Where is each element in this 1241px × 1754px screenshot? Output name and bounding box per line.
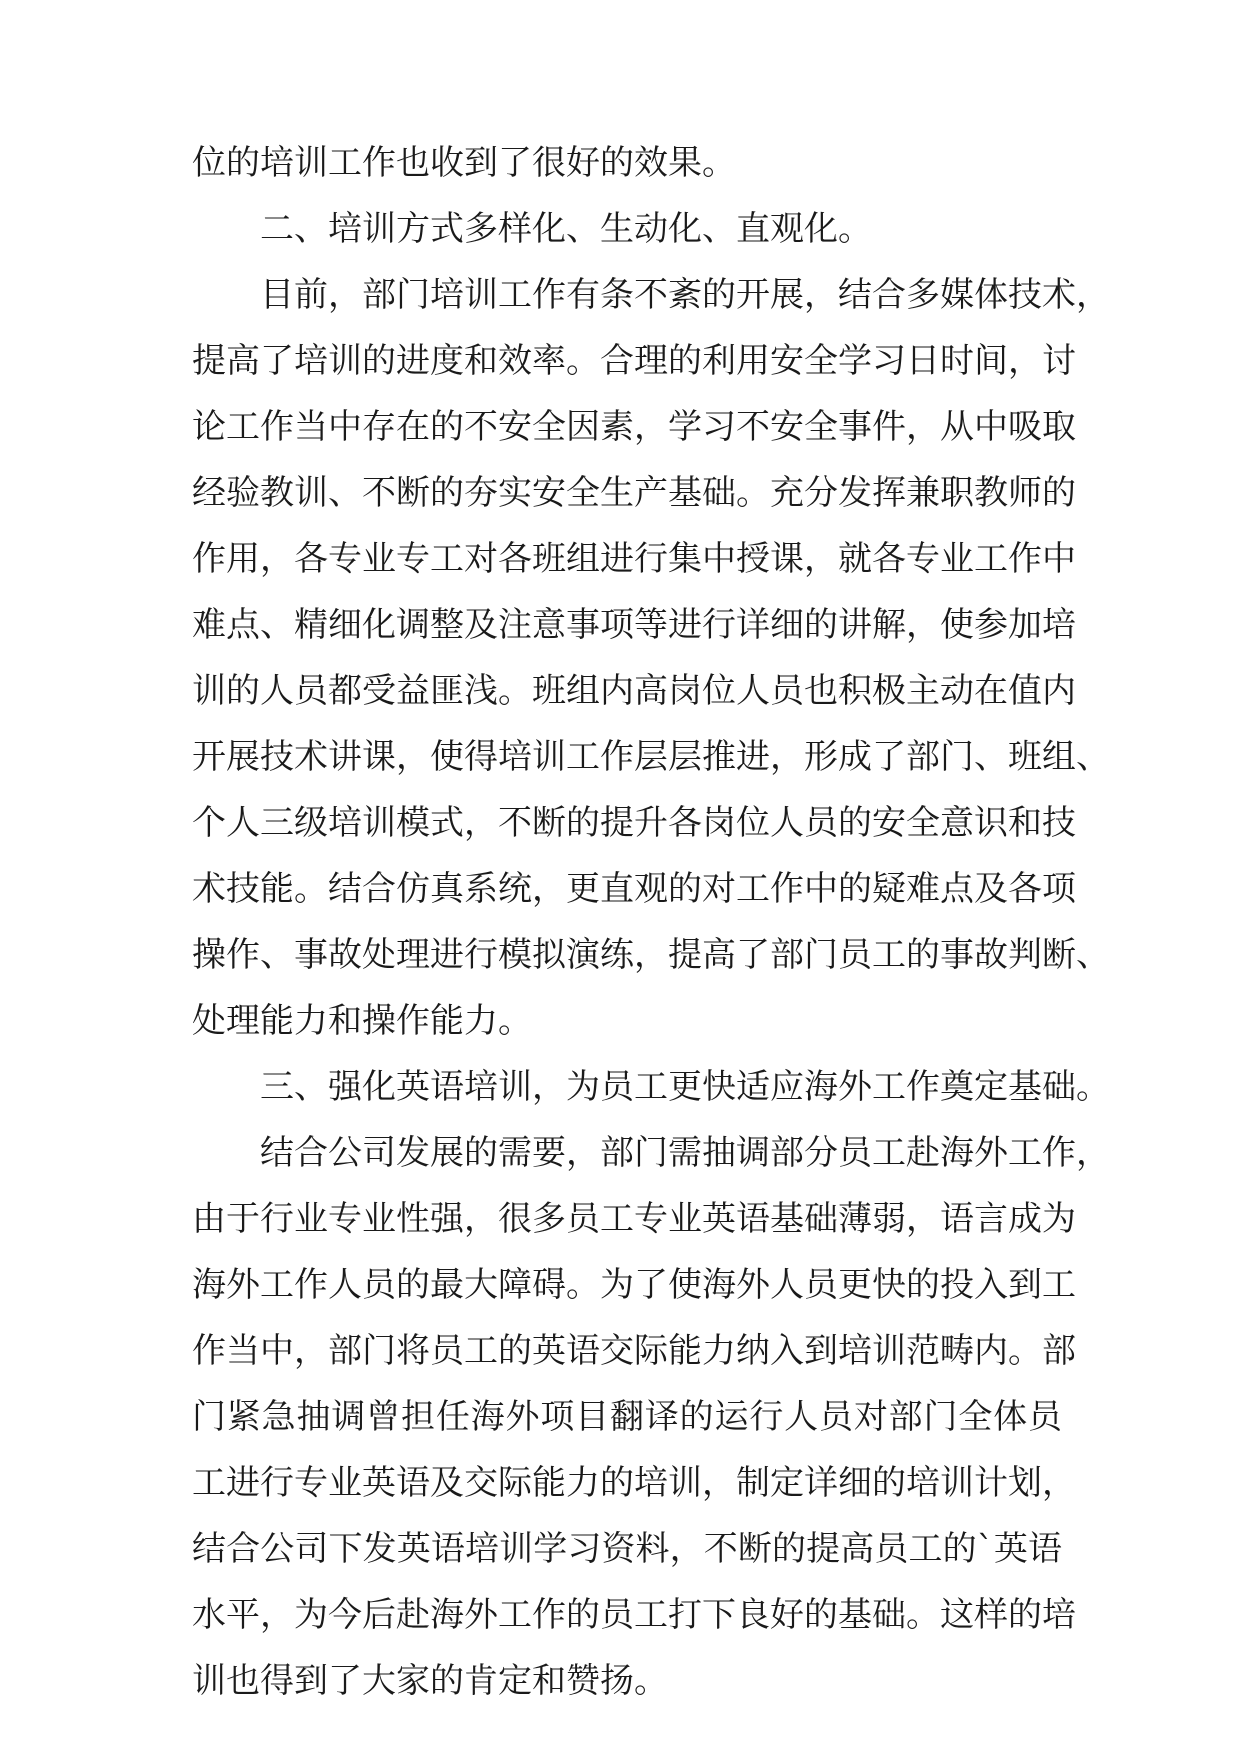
paragraph-line: 位的培训工作也收到了很好的效果。 [192, 143, 736, 183]
paragraph-line: 术技能。结合仿真系统，更直观的对工作中的疑难点及各项 [192, 869, 1076, 909]
paragraph-line: 结合公司发展的需要，部门需抽调部分员工赴海外工作， [260, 1133, 1110, 1173]
paragraph-line: 训的人员都受益匪浅。班组内高岗位人员也积极主动在值内 [192, 671, 1076, 711]
paragraph-line: 目前，部门培训工作有条不紊的开展，结合多媒体技术， [260, 275, 1110, 315]
paragraph-line: 经验教训、不断的夯实安全生产基础。充分发挥兼职教师的 [192, 473, 1076, 513]
paragraph-line: 训也得到了大家的肯定和赞扬。 [192, 1661, 668, 1701]
paragraph-line: 门紧急抽调曾担任海外项目翻译的运行人员对部门全体员 [192, 1397, 1062, 1437]
paragraph-line: 作用，各专业专工对各班组进行集中授课，就各专业工作中 [192, 539, 1076, 579]
paragraph-line: 处理能力和操作能力。 [192, 1001, 532, 1041]
paragraph-line: 操作、事故处理进行模拟演练，提高了部门员工的事故判断、 [192, 935, 1110, 975]
section-heading-3: 三、强化英语培训，为员工更快适应海外工作奠定基础。 [260, 1067, 1110, 1107]
paragraph-line: 海外工作人员的最大障碍。为了使海外人员更快的投入到工 [192, 1265, 1076, 1305]
section-heading-2: 二、培训方式多样化、生动化、直观化。 [260, 209, 872, 249]
paragraph-line: 由于行业专业性强，很多员工专业英语基础薄弱，语言成为 [192, 1199, 1076, 1239]
paragraph-line: 提高了培训的进度和效率。合理的利用安全学习日时间，讨 [192, 341, 1076, 381]
paragraph-line: 作当中，部门将员工的英语交际能力纳入到培训范畴内。部 [192, 1331, 1076, 1371]
paragraph-line: 开展技术讲课，使得培训工作层层推进，形成了部门、班组、 [192, 737, 1110, 777]
paragraph-line: 难点、精细化调整及注意事项等进行详细的讲解，使参加培 [192, 605, 1076, 645]
paragraph-line: 水平，为今后赴海外工作的员工打下良好的基础。这样的培 [192, 1595, 1076, 1635]
paragraph-line: 论工作当中存在的不安全因素，学习不安全事件，从中吸取 [192, 407, 1076, 447]
paragraph-line: 结合公司下发英语培训学习资料，不断的提高员工的`英语 [192, 1529, 1062, 1569]
paragraph-line: 工进行专业英语及交际能力的培训，制定详细的培训计划， [192, 1463, 1076, 1503]
paragraph-line: 个人三级培训模式，不断的提升各岗位人员的安全意识和技 [192, 803, 1076, 843]
